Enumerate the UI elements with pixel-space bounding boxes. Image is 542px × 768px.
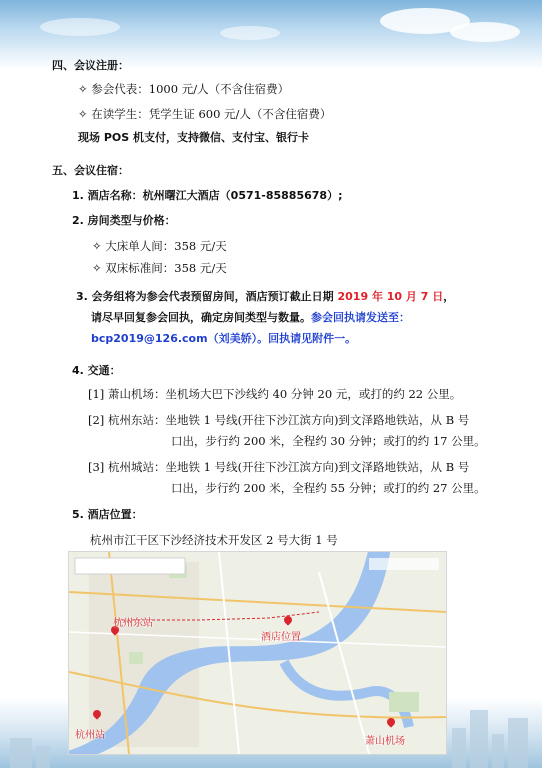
room-single: ✧ 大床单人间：358 元/天 <box>92 239 227 253</box>
building-decoration <box>452 728 466 768</box>
traffic-east-station: [2] 杭州东站：坐地铁 1 号线(开往下沙江滨方向)到文泽路地铁站，从 B 号 <box>88 413 470 427</box>
booking-deadline: 2019 年 10 月 7 日 <box>337 290 444 303</box>
location-map[interactable] <box>68 551 447 755</box>
section-heading-accommodation: 五、会议住宿： <box>52 164 129 177</box>
traffic-city-station: [3] 杭州城站：坐地铁 1 号线(开往下沙江滨方向)到文泽路地铁站，从 B 号 <box>88 460 470 474</box>
booking-note-comma: ， <box>443 290 455 303</box>
cloud-decoration <box>220 26 280 40</box>
map-label-east-station: 杭州东站 <box>113 618 153 629</box>
map-label-city-station: 杭州站 <box>75 730 105 741</box>
building-decoration <box>508 718 528 768</box>
section-heading-registration: 四、会议注册： <box>52 59 129 72</box>
map-label-airport: 萧山机场 <box>365 736 405 747</box>
receipt-send-note: 参会回执请发送至： <box>311 311 410 324</box>
cloud-decoration <box>40 18 120 36</box>
booking-note-text: 3. 会务组将为参会代表预留房间，酒店预订截止日期 <box>76 290 338 303</box>
traffic-heading: 4. 交通： <box>72 364 121 377</box>
map-label-hotel: 酒店位置 <box>261 632 301 643</box>
fee-student: ✧ 在读学生：凭学生证 600 元/人（不含住宿费） <box>78 107 332 121</box>
booking-note-line2 <box>91 310 410 326</box>
traffic-city-station-cont: 口出，步行约 200 米，全程约 55 分钟；或打的约 27 公里。 <box>171 481 486 495</box>
building-decoration <box>470 710 488 768</box>
room-double: ✧ 双床标准间：358 元/天 <box>92 261 227 275</box>
booking-note-line1 <box>76 289 454 305</box>
receipt-email[interactable]: bcp2019@126.com（刘美娇）。回执请见附件一。 <box>91 332 357 345</box>
traffic-east-station-cont: 口出，步行约 200 米，全程约 30 分钟；或打的约 17 公里。 <box>171 434 486 448</box>
location-heading: 5. 酒店位置： <box>72 508 143 521</box>
fee-delegate: ✧ 参会代表：1000 元/人（不含住宿费） <box>78 82 290 96</box>
hotel-name: 1. 酒店名称：杭州曙江大酒店（0571-85885678）; <box>72 189 343 202</box>
room-type-heading: 2. 房间类型与价格： <box>72 214 176 227</box>
building-decoration <box>36 746 50 768</box>
traffic-airport: [1] 萧山机场：坐机场大巴下沙线约 40 分钟 20 元，或打的约 22 公里。 <box>88 387 462 401</box>
building-decoration <box>10 738 32 768</box>
hotel-address: 杭州市江干区下沙经济技术开发区 2 号大街 1 号 <box>90 533 338 547</box>
building-decoration <box>492 734 504 768</box>
payment-methods: 现场 POS 机支付，支持微信、支付宝、银行卡 <box>78 131 309 144</box>
booking-note-text: 请尽早回复参会回执，确定房间类型与数量。 <box>91 311 311 324</box>
cloud-decoration <box>450 22 520 42</box>
